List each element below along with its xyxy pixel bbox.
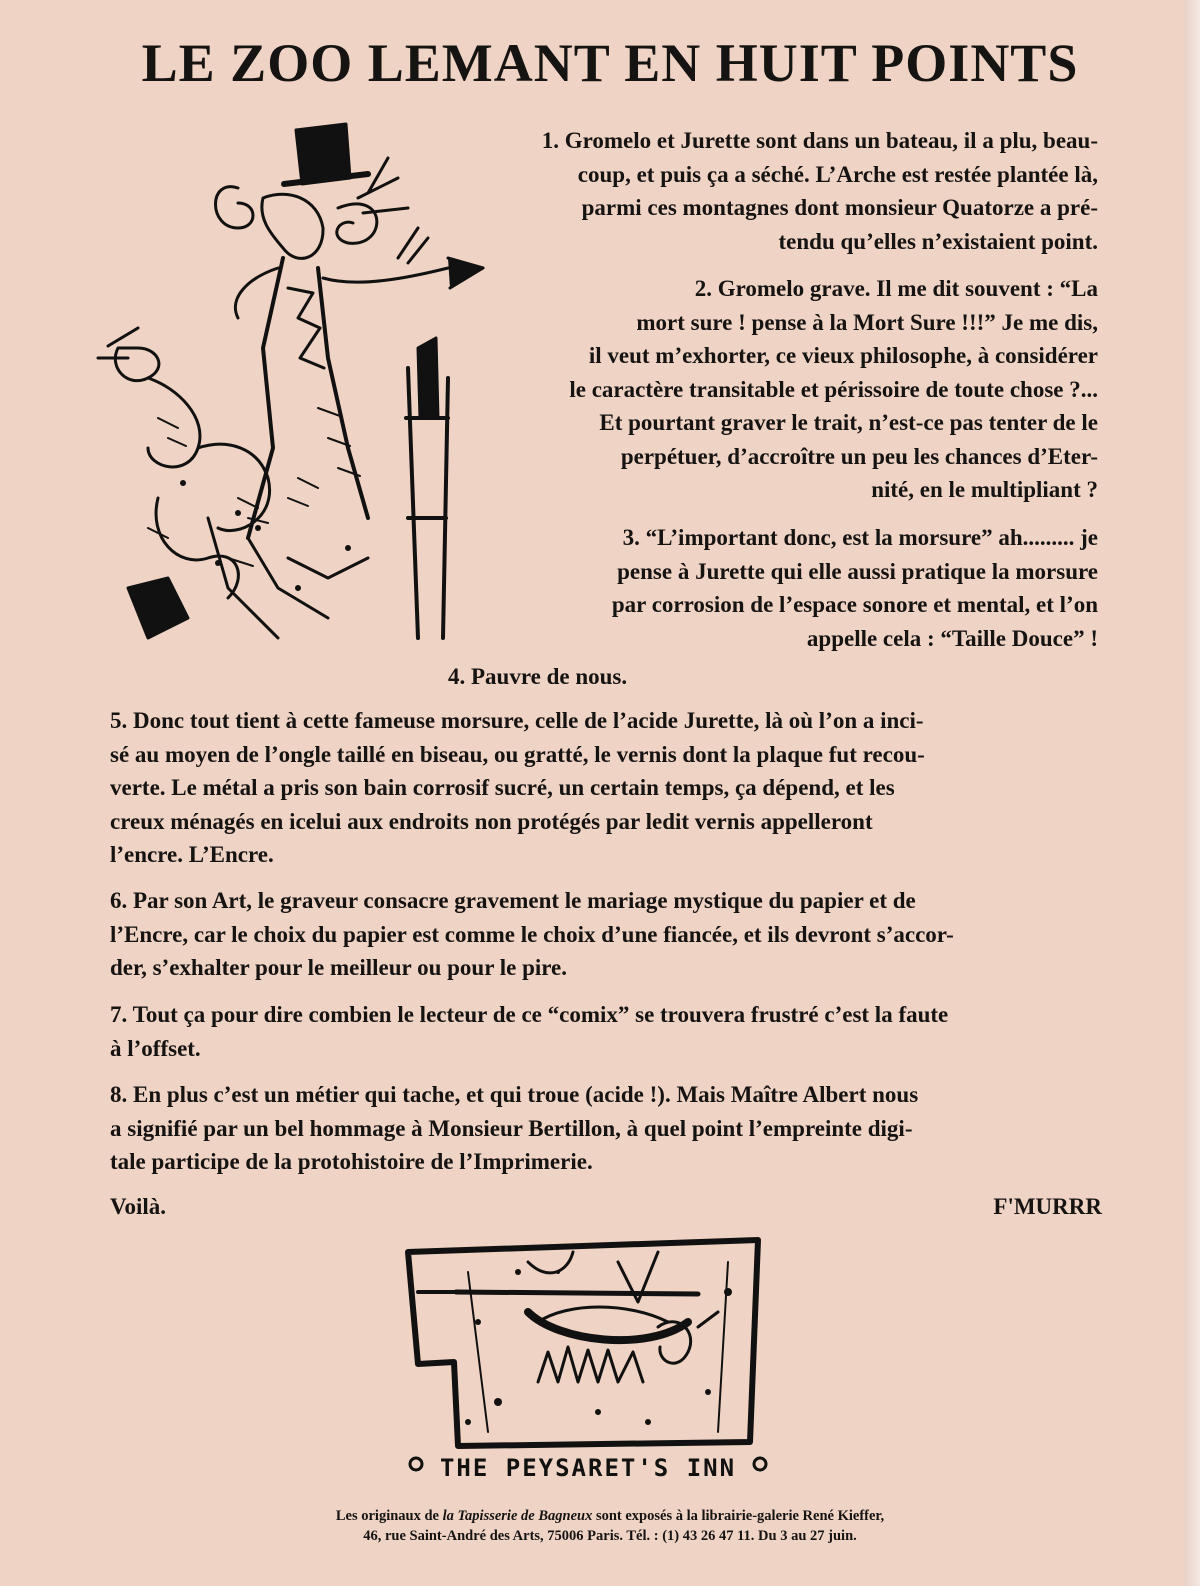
- text-line: Et pourtant graver le trait, n’est-ce pas tenter de le: [599, 410, 1098, 435]
- text-line: pense à Jurette qui elle aussi pratique la morsure: [617, 558, 1098, 584]
- point-7-paragraph: [110, 998, 1102, 1065]
- footer-text: sont exposés à la librairie-galerie René Kieffer,: [592, 1508, 885, 1524]
- text-line: der, s’exhalter pour le meilleur ou pour le pire.: [110, 955, 568, 980]
- text-line: mort sure ! pense à la Mort Sure !!!” Je me dis,: [636, 309, 1098, 335]
- text-line: 2. Gromelo grave. Il me dit souvent : “La: [694, 276, 1098, 301]
- text-line: parmi ces montagnes dont monsieur Quatorze a pré-: [581, 195, 1098, 220]
- engraving-illustration-inn: [398, 1232, 778, 1492]
- text-line: tale participe de la protohistoire de l’Imprimerie.: [110, 1149, 593, 1174]
- text-line: 7. Tout ça pour dire combien le lecteur de ce “comix” se trouvera frustré c’est la faute: [110, 1002, 949, 1027]
- exhibition-footer: [200, 1506, 1020, 1546]
- text-line: perpétuer, d’accroître un peu les chances d’Eter-: [620, 443, 1098, 469]
- author-signature: F'MURRR: [993, 1194, 1102, 1219]
- footer-line-2: 46, rue Saint-André des Arts, 75006 Paris. Tél. : (1) 43 26 47 11. Du 3 au 27 juin.: [363, 1528, 857, 1544]
- text-line: tendu qu’elles n’existaient point.: [778, 228, 1098, 254]
- text-line: creux ménagés en icelui aux endroits non protégés par ledit vernis appelleront: [110, 808, 873, 834]
- footer-text: Les originaux de: [335, 1508, 443, 1524]
- page-spine-edge: [1184, 0, 1200, 1586]
- text-line: 6. Par son Art, le graveur consacre gravement le mariage mystique du papier et de: [110, 888, 916, 913]
- text-line: coup, et puis ça a séché. L’Arche est restée plantée là,: [577, 161, 1098, 187]
- text-line: 4. Pauvre de nous.: [448, 664, 628, 689]
- text-line: le caractère transitable et périssoire de toute chose ?...: [569, 376, 1098, 402]
- point-1-paragraph: [418, 124, 1098, 258]
- text-line: a signifié par un bel hommage à Monsieur Bertillon, à quel point l’empreinte digi-: [110, 1115, 913, 1141]
- text-line: 8. En plus c’est un métier qui tache, et qui troue (acide !). Mais Maître Albert nous: [110, 1082, 919, 1107]
- point-2-paragraph: [470, 272, 1098, 507]
- point-5-paragraph: [110, 704, 1102, 872]
- text-line: verte. Le métal a pris son bain corrosif sucré, un certain temps, ça dépend, et les: [110, 775, 895, 800]
- text-line: il veut m’exhorter, ce vieux philosophe, à considérer: [588, 343, 1098, 368]
- inn-caption: THE PEYSARET'S INN: [439, 1454, 737, 1482]
- text-line: à l’offset.: [110, 1035, 201, 1061]
- closing-voila: Voilà.: [110, 1194, 167, 1219]
- text-line: sé au moyen de l’ongle taillé en biseau, ou gratté, le vernis dont la plaque fut recou-: [110, 741, 925, 767]
- text-line: nité, en le multipliant ?: [871, 477, 1098, 502]
- point-3-paragraph: [470, 521, 1098, 655]
- text-line: l’encre. L’Encre.: [110, 842, 274, 867]
- text-line: 3. “L’important donc, est la morsure” ah......... je: [622, 525, 1098, 550]
- page-title: LE ZOO LEMANT EN HUIT POINTS: [141, 33, 1079, 93]
- footer-italic-title: la Tapisserie de Bagneux: [442, 1508, 593, 1524]
- text-line: par corrosion de l’espace sonore et mental, et l’on: [611, 592, 1098, 617]
- text-line: 5. Donc tout tient à cette fameuse morsure, celle de l’acide Jurette, là où l’on a inci-: [110, 708, 924, 733]
- footer-line-1: [200, 1506, 1020, 1526]
- point-8-paragraph: [110, 1078, 1102, 1179]
- point-4-paragraph: [448, 660, 748, 694]
- text-line: l’Encre, car le choix du papier est comme le choix d’une fiancée, et ils devront s’accor-: [110, 921, 954, 947]
- text-line: 1. Gromelo et Jurette sont dans un bateau, il a plu, beau-: [541, 128, 1098, 153]
- point-6-paragraph: [110, 884, 1102, 985]
- text-line: appelle cela : “Taille Douce” !: [806, 625, 1098, 651]
